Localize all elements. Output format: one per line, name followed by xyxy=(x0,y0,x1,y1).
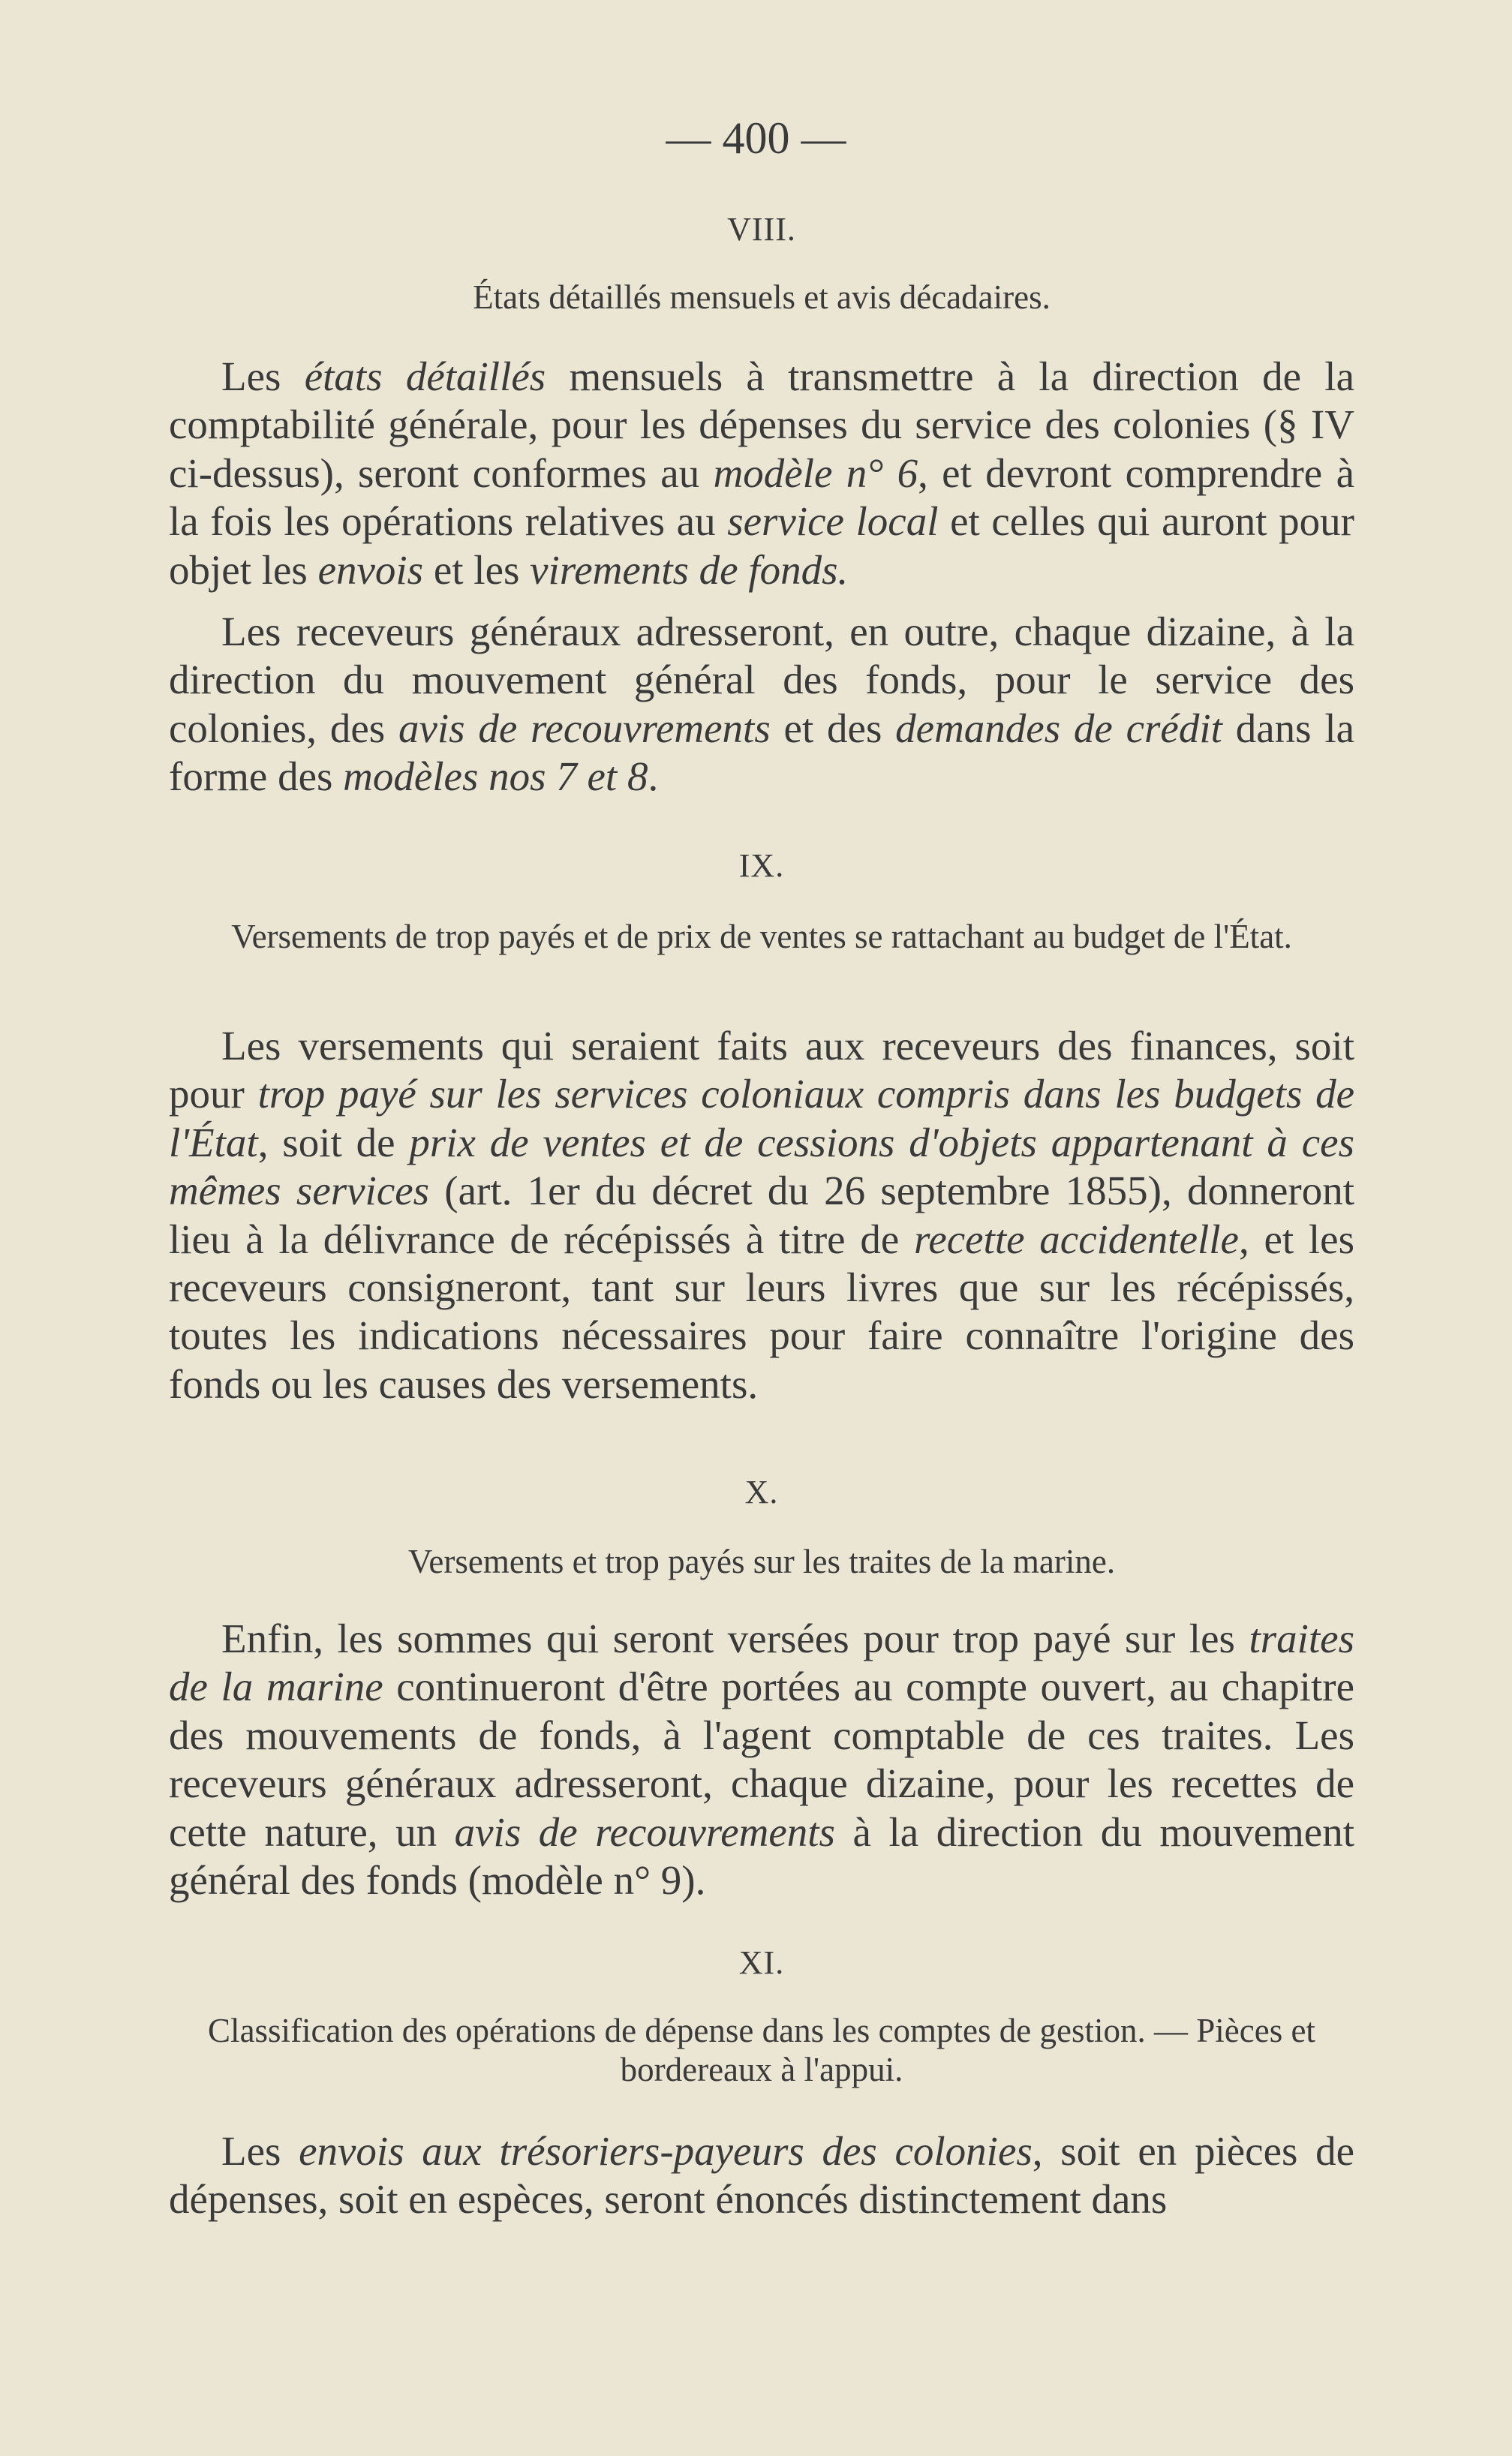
section-numeral-x: X. xyxy=(744,1474,779,1511)
section-numeral-viii: VIII. xyxy=(727,211,796,248)
italic-run: prix de ventes et de cessions d'objets appartenant à ces mêmes services xyxy=(169,1119,1354,1214)
text-run: et les xyxy=(423,546,531,593)
paragraph xyxy=(169,353,1354,594)
text-run: (art. 1er du décret du 26 septembre 1855), donneront lieu à la délivrance de récépissés à titre de xyxy=(169,1168,1354,1262)
text-run: dans la forme des xyxy=(169,705,1355,800)
section-numeral-ix: IX. xyxy=(738,847,785,884)
text-run: , soit de xyxy=(257,1119,410,1165)
text-run: continueront d'être portées au compte ouvert, au chapitre des mouvements de fonds, à l'agent comptable de ces traites. Les receveurs généraux adresseront, chaque dizaine, pour les recettes de cette nature, un xyxy=(169,1664,1354,1855)
italic-run: avis de recouvrements xyxy=(454,1808,835,1855)
text-run: Les xyxy=(221,2128,299,2174)
section-title-x: Versements et trop payés sur les traites de la marine. xyxy=(407,1543,1116,1580)
italic-run: service local xyxy=(727,498,939,545)
text-run: mensuels à transmettre à la direction de la comptabilité générale, pour les dépenses du service des colonies (§ IV ci-dessus), seront conformes au xyxy=(169,353,1354,496)
section-title-viii: États détaillés mensuels et avis décadaires. xyxy=(473,278,1051,316)
italic-run: états détaillés xyxy=(304,353,546,399)
italic-run: modèles nos 7 et 8 xyxy=(343,753,648,800)
text-run: , soit en pièces de dépenses, soit en espèces, seront énoncés distinctement dans xyxy=(169,2128,1354,2223)
paragraph xyxy=(169,2127,1354,2224)
text-run: et des xyxy=(770,705,896,751)
section-numeral-xi: XI. xyxy=(738,1944,785,1981)
italic-run: traites de la marine xyxy=(169,1616,1354,1710)
text-run: et celles qui auront pour objet les xyxy=(169,498,1354,593)
italic-run: virements de fonds. xyxy=(530,546,849,593)
italic-run: modèle n° 6 xyxy=(713,449,918,496)
paragraph xyxy=(169,1022,1354,1408)
page-number: — 400 — xyxy=(666,113,846,163)
text-run: . xyxy=(648,753,659,800)
italic-run: avis de recouvrements xyxy=(398,705,771,751)
text-run: Les xyxy=(221,353,305,399)
italic-run: envois aux trésoriers-payeurs des colonies xyxy=(299,2128,1033,2174)
paragraph xyxy=(169,1615,1354,1904)
italic-run: demandes de crédit xyxy=(895,705,1222,751)
section-title-ix: Versements de trop payés et de prix de ventes se rattachant au budget de l'État. xyxy=(231,918,1292,955)
italic-run: recette accidentelle xyxy=(913,1216,1239,1262)
text-run: , et les receveurs consigneront, tant sur leurs livres que sur les récépissés, toutes les indications nécessaires pour faire connaître l'origine des fonds ou les causes des versements. xyxy=(169,1216,1354,1407)
text-run: Les receveurs généraux adresseront, en outre, chaque dizaine, à la direction du mouvement général des fonds, pour le service des colonies, des xyxy=(169,609,1354,751)
italic-run: trop payé sur les services coloniaux compris dans les budgets de l'État xyxy=(169,1071,1354,1165)
section-title-xi: Classification des opérations de dépense dans les comptes de gestion. — Pièces et bordereaux à l'appui. xyxy=(208,2012,1315,2088)
text-run: Les versements qui seraient faits aux receveurs des finances, soit pour xyxy=(169,1023,1354,1117)
paragraph xyxy=(169,608,1354,801)
text-run: Enfin, les sommes qui seront versées pour trop payé sur les xyxy=(221,1616,1249,1661)
text-run: à la direction du mouvement général des fonds (modèle n° 9). xyxy=(169,1808,1354,1904)
italic-run: envois xyxy=(317,546,424,593)
text-run: , et devront comprendre à la fois les opérations relatives au xyxy=(169,449,1354,545)
